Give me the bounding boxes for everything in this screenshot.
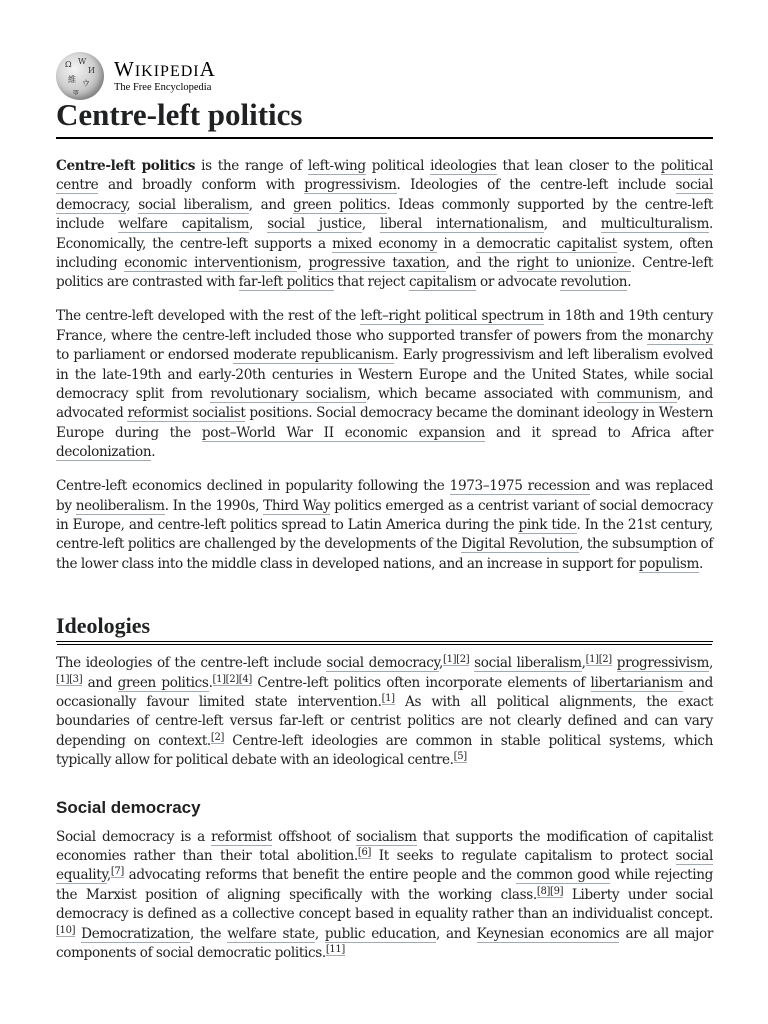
article-body [56, 157, 713, 978]
wordmark-last: A [199, 56, 216, 81]
text-run: or advocate [476, 274, 561, 291]
text-run: is the range of [195, 158, 308, 174]
article-link[interactable]: liberal internationalism [380, 216, 544, 233]
wikipedia-logo[interactable] [56, 52, 216, 100]
text-run: . In the 21st century, centre-left politics are challenged by the developments of the [56, 516, 714, 553]
text-run: and [82, 674, 118, 691]
intro-paragraph [56, 157, 713, 293]
text-run: Liberty under social democracy is defined as a collective concept based in equality rather than an individualist concept. [56, 886, 713, 923]
article-link[interactable]: pink tide [518, 516, 577, 533]
article-link[interactable]: reformist [211, 828, 272, 845]
text-run [612, 655, 617, 671]
text-run: , and the [445, 255, 517, 272]
article-link[interactable]: progressivism [616, 655, 709, 672]
text-run: Social democracy is a [56, 828, 212, 845]
citation-link[interactable]: [6] [357, 846, 372, 858]
text-run: It seeks to regulate capitalism to protect [371, 847, 676, 864]
article-link[interactable]: populism [638, 555, 700, 572]
text-run: . In the 1990s, [164, 497, 264, 514]
text-run: , [126, 196, 139, 213]
text-run: , [314, 925, 325, 942]
text-run: , [297, 255, 309, 272]
article-link[interactable]: progressive taxation [308, 255, 446, 272]
citation-link[interactable]: [4] [238, 673, 252, 685]
text-run: , the [189, 925, 228, 942]
article-link[interactable]: neoliberalism [75, 497, 165, 514]
text-run: . [627, 274, 632, 291]
bold-term: Centre-left politics [56, 158, 196, 174]
article-link[interactable]: post–World War II economic expansion [201, 424, 485, 441]
text-run: , and [248, 196, 294, 213]
citation-link[interactable]: [8] [536, 885, 551, 897]
globe-glyph: W [78, 57, 87, 66]
text-run: Centre-left ideologies are common in stable political systems, which typically allow for political debate with an ideological centre. [56, 732, 713, 769]
text-run: . [151, 444, 156, 461]
text-run: . Early progressivism and left liberalism evolved in the late-19th and early-20th centuries in Western Europe and the United States, while social democracy split from [56, 347, 713, 402]
article-link[interactable]: Keynesian economics [476, 925, 620, 942]
text-run: As with all political alignments, the exact boundaries of centre-left versus far-left or centrist politics are not clearly defined and can vary depending on context. [56, 693, 714, 749]
globe-glyph: 維 [68, 75, 76, 84]
article-link[interactable]: economic interventionism [124, 255, 298, 272]
text-run: . [208, 674, 213, 691]
text-run: in a [437, 235, 477, 252]
article-link[interactable]: capitalism [408, 274, 477, 291]
globe-glyph: Ω [65, 60, 72, 69]
citation-link[interactable]: [11] [325, 944, 345, 955]
text-run: . Centre-left politics are contrasted with [56, 255, 713, 291]
section-heading-ideologies: Ideologies [56, 612, 713, 642]
text-run: , which became associated with [366, 385, 597, 402]
citation-link[interactable]: [5] [453, 751, 467, 763]
article-link[interactable]: multiculturalism [600, 216, 710, 233]
article-link[interactable]: right to unionize [516, 255, 632, 272]
article-link[interactable]: social liberalism [138, 196, 249, 213]
article-link[interactable]: revolution [560, 274, 628, 291]
citation-link[interactable]: [10] [56, 924, 76, 936]
article-link[interactable]: green politics [117, 674, 209, 691]
wordmark-first: W [114, 56, 135, 81]
citation-link[interactable]: [3] [69, 673, 83, 685]
article-link[interactable]: political centre [56, 158, 713, 194]
citation-link[interactable]: [2] [598, 654, 612, 666]
article-link[interactable]: green politics [293, 196, 387, 213]
text-run: , [106, 867, 111, 884]
subsection-heading-social-democracy: Social democracy [56, 797, 201, 817]
text-run: to parliament or endorsed [56, 347, 234, 364]
text-run: positions. Social democracy became the dominant ideology in Western Europe during the [56, 405, 714, 441]
article-link[interactable]: revolutionary socialism [210, 385, 367, 402]
citation-link[interactable]: [2] [210, 731, 225, 743]
article-link[interactable]: ideologies [430, 158, 497, 174]
text-run: that supports the modification of capitalist economies rather than their total abolition. [56, 828, 713, 864]
article-link[interactable]: left-wing [307, 158, 366, 174]
text-run: The centre-left developed with the rest of the [56, 308, 361, 325]
citation-link[interactable]: [9] [550, 885, 564, 897]
wordmark-rest: IKIPEDI [134, 62, 200, 80]
text-run: , and advocated [56, 385, 713, 422]
wordmark-tagline: The Free Encyclopedia [114, 81, 212, 93]
text-run: , and [436, 925, 477, 942]
text-run: that lean closer to the [496, 158, 661, 174]
article-link[interactable]: socialism [355, 828, 417, 845]
social-democracy-paragraph [56, 828, 713, 964]
citation-link[interactable]: [1] [56, 673, 70, 685]
text-run: , [361, 216, 380, 233]
globe-glyph: ウ [82, 79, 90, 88]
text-run: , [709, 655, 713, 672]
article-link[interactable]: common good [516, 867, 610, 884]
article-link[interactable]: welfare capitalism [118, 216, 250, 233]
citation-link[interactable]: [1] [381, 692, 395, 704]
wordmark [114, 56, 216, 94]
text-run: Centre-left economics declined in popularity following the [56, 478, 450, 495]
text-run: advocating reforms that benefit the entire people and the [123, 867, 517, 884]
globe-glyph: ক [73, 88, 79, 97]
citation-link[interactable]: [1] [585, 654, 599, 666]
wikipedia-globe-icon [56, 52, 104, 100]
text-run: that reject [333, 274, 409, 291]
text-run: . Ideologies of the centre-left include [396, 177, 676, 194]
article-link[interactable]: left–right political spectrum [360, 308, 544, 325]
intro-paragraph [56, 477, 713, 574]
text-run: , the subsumption of the lower class into the middle class in developed nations, and an increase in support for [56, 536, 713, 572]
text-run: system, often including [56, 235, 713, 272]
text-run: Centre-left politics often incorporate elements of [251, 674, 591, 691]
article-link[interactable]: social equality [56, 847, 713, 884]
article-link[interactable]: mixed economy [332, 235, 438, 252]
text-run: , and [543, 216, 601, 233]
wordmark-title [114, 56, 216, 81]
article-link[interactable]: social justice [267, 216, 362, 233]
text-run: offshoot of [271, 828, 356, 845]
intro-paragraph [56, 307, 713, 462]
globe-glyph: И [88, 66, 95, 75]
text-run: are all major components of social democratic politics. [56, 925, 714, 961]
article-link[interactable]: libertarianism [590, 674, 684, 691]
article-link[interactable]: progressivism [304, 177, 397, 194]
text-run: . [699, 555, 703, 572]
text-run: The ideologies of the centre-left include [56, 655, 327, 672]
citation-link[interactable]: [1] [212, 673, 226, 685]
text-run: and was replaced by [56, 478, 713, 514]
citation-link[interactable]: [2] [456, 654, 470, 666]
article-link[interactable]: decolonization [56, 444, 152, 461]
article-link[interactable]: monarchy [647, 327, 713, 344]
text-run: in 18th and 19th century France, where the centre-left included those who supported transfer of powers from the [56, 308, 714, 344]
citation-link[interactable]: [7] [110, 866, 124, 878]
article-link[interactable]: Digital Revolution [461, 536, 580, 553]
page-title: Centre-left politics [56, 94, 713, 139]
article-link[interactable]: welfare state [227, 925, 315, 942]
text-run: political [365, 158, 431, 174]
article-link[interactable]: social democracy [326, 655, 440, 672]
article-link[interactable]: Third Way [263, 497, 331, 514]
article-link[interactable]: far-left politics [238, 274, 334, 291]
text-run: , [439, 655, 444, 672]
article-link[interactable]: democratic capitalist [476, 235, 617, 252]
article-link[interactable]: Democratization [81, 925, 190, 942]
citation-link[interactable]: [1] [443, 654, 457, 666]
text-run: , [249, 216, 268, 233]
text-run: and occasionally favour limited state intervention. [56, 674, 714, 710]
text-run: . Economically, the centre-left supports a [56, 216, 713, 252]
article-link[interactable]: social democracy [56, 177, 713, 213]
ideologies-paragraph [56, 654, 713, 770]
text-run: while rejecting the Marxist position of aligning specifically with the working class. [56, 867, 713, 903]
text-run: , [581, 655, 586, 672]
citation-link[interactable]: [2] [225, 673, 239, 685]
text-run: and broadly conform with [98, 177, 305, 194]
text-run: . Ideas commonly supported by the centre-left include [56, 196, 713, 233]
article-link[interactable]: public education [324, 925, 437, 942]
article-link[interactable]: social liberalism [474, 655, 582, 672]
article-link[interactable]: 1973–1975 recession [449, 478, 590, 495]
text-run: politics emerged as a centrist variant of social democracy in Europe, and centre-left politics spread to Latin America during the [56, 497, 713, 533]
article-link[interactable]: moderate republicanism [233, 347, 395, 364]
text-run: and it spread to Africa after [484, 424, 713, 441]
article-link[interactable]: reformist socialist [127, 405, 246, 422]
article-link[interactable]: communism [596, 385, 677, 402]
